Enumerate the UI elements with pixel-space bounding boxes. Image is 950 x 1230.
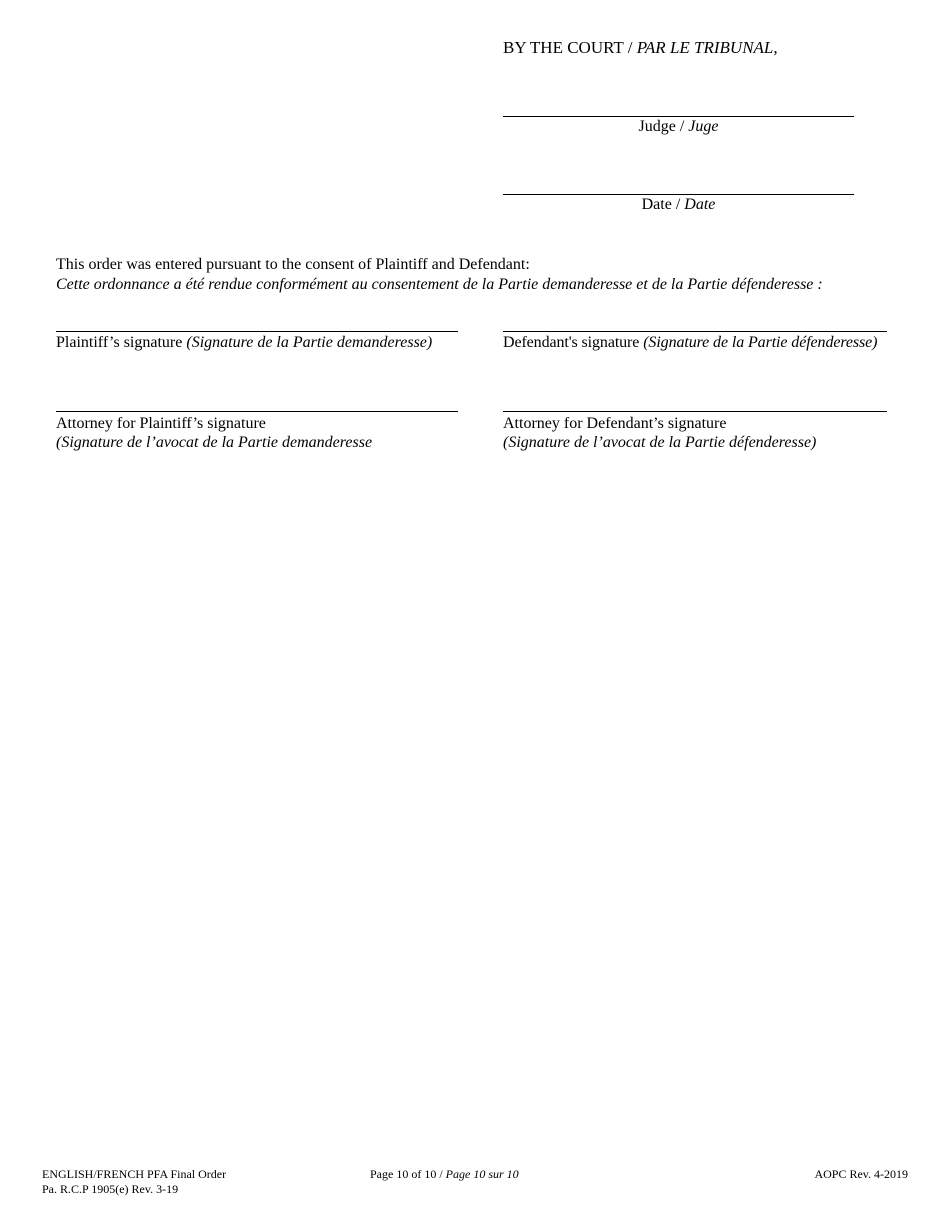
footer-form-name: ENGLISH/FRENCH PFA Final Order (42, 1167, 227, 1181)
defendant-signature-line[interactable] (503, 331, 887, 332)
footer-revision: AOPC Rev. 4-2019 (814, 1167, 908, 1181)
page-number-en: Page 10 of 10 / (370, 1167, 446, 1181)
defendant-signature-caption (503, 334, 877, 352)
page-number-fr: Page 10 sur 10 (445, 1167, 519, 1181)
court-heading-en: BY THE COURT / (503, 38, 637, 57)
plaintiff-signature-caption (56, 334, 432, 352)
attorney-defendant-caption-fr: (Signature de l’avocat de la Partie défenderesse) (503, 434, 817, 451)
attorney-plaintiff-caption-fr: (Signature de l’avocat de la Partie demanderesse (56, 434, 373, 451)
judge-caption-en: Judge / (638, 118, 689, 135)
date-caption (503, 196, 854, 214)
judge-caption (503, 118, 854, 136)
attorney-defendant-signature-line[interactable] (503, 411, 887, 412)
court-heading-fr: PAR LE TRIBUNAL, (636, 38, 778, 57)
footer-rule-ref: Pa. R.C.P 1905(e) Rev. 3-19 (42, 1182, 179, 1196)
plaintiff-signature-line[interactable] (56, 331, 458, 332)
date-caption-fr: Date (684, 196, 716, 213)
attorney-plaintiff-caption-en: Attorney for Plaintiff’s signature (56, 415, 266, 432)
judge-caption-fr: Juge (688, 118, 719, 135)
defendant-caption-en: Defendant's signature (503, 334, 644, 351)
court-heading (503, 38, 778, 58)
date-signature-line[interactable] (503, 194, 854, 195)
attorney-plaintiff-signature-line[interactable] (56, 411, 458, 412)
attorney-defendant-caption-en: Attorney for Defendant’s signature (503, 415, 727, 432)
defendant-caption-fr: (Signature de la Partie défenderesse) (643, 334, 878, 351)
footer-left (42, 1167, 226, 1197)
plaintiff-caption-en: Plaintiff’s signature (56, 334, 187, 351)
footer-page-number (370, 1167, 519, 1182)
plaintiff-caption-fr: (Signature de la Partie demanderesse) (186, 334, 433, 351)
consent-statement-fr: Cette ordonnance a été rendue conformément au consentement de la Partie demanderesse et de la Partie défenderesse : (56, 276, 823, 293)
consent-statement-en: This order was entered pursuant to the consent of Plaintiff and Defendant: (56, 256, 530, 273)
judge-signature-line[interactable] (503, 116, 854, 117)
date-caption-en: Date / (641, 196, 685, 213)
